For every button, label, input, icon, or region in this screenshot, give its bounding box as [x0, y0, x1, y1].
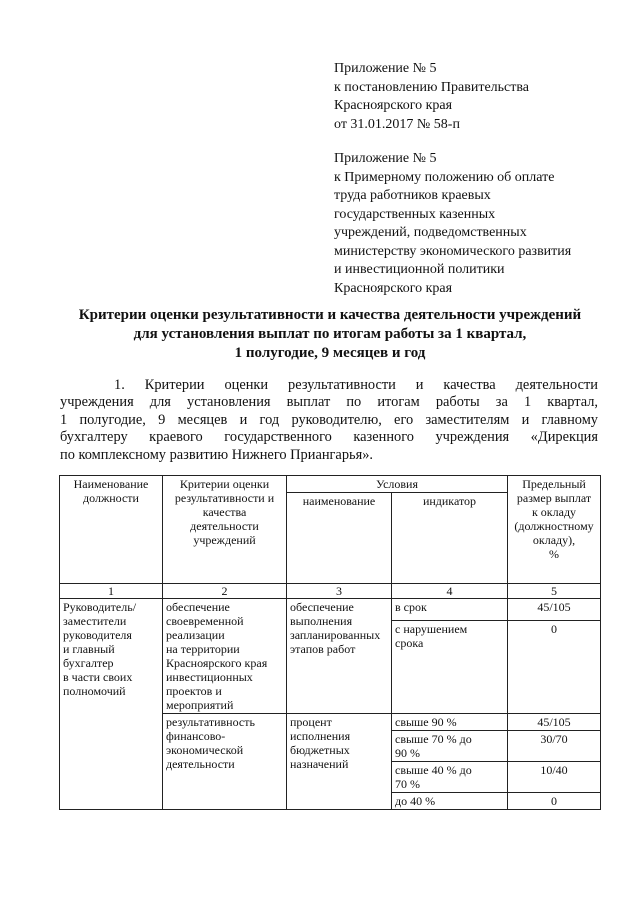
title-line: 1 полугодие, 9 месяцев и год — [234, 345, 426, 361]
appendix-line: министерству экономического развития — [334, 243, 572, 259]
paragraph-line: 1 полугодие, 9 месяцев и год руководителю, его заместителям и главному — [60, 411, 598, 428]
indicator-cell: в срок — [392, 599, 508, 621]
indicator-cell: свыше 70 % до 90 % — [392, 731, 508, 762]
paragraph-line: 1. Критерии оценки результативности и качества деятельности — [114, 377, 598, 393]
indicator-cell: свыше 40 % до 70 % — [392, 762, 508, 793]
appendix-header-resolution — [334, 60, 529, 134]
header-name: наименование — [287, 493, 392, 584]
indicator-cell: свыше 90 % — [392, 714, 508, 731]
paragraph-line: учреждения для установления выплат по итогам работы за 1 квартал, — [60, 394, 598, 411]
title-line: Критерии оценки результативности и качества деятельности учреждений — [78, 307, 582, 323]
column-number: 2 — [163, 584, 287, 599]
criterion-cell: результативность финансово- экономической деятельности — [163, 714, 287, 810]
column-number: 4 — [392, 584, 508, 599]
appendix-line: от 31.01.2017 № 58-п — [334, 116, 460, 132]
position-cell: Руководитель/ заместители руководителя и главный бухгалтер в части своих полномочий — [60, 599, 163, 810]
value-cell: 0 — [508, 793, 601, 810]
indicator-cell: с нарушением срока — [392, 621, 508, 714]
column-number: 5 — [508, 584, 601, 599]
appendix-line: Красноярского края — [334, 280, 453, 296]
value-cell: 0 — [508, 621, 601, 714]
indicator-cell: до 40 % — [392, 793, 508, 810]
criteria-table — [59, 475, 601, 810]
appendix-line: учреждений, подведомственных — [334, 225, 527, 240]
appendix-line: Приложение № 5 — [334, 151, 437, 166]
value-cell: 45/105 — [508, 714, 601, 731]
value-cell: 30/70 — [508, 731, 601, 762]
criterion-cell: обеспечение своевременной реализации на территории Красноярского края инвестиционных проектов и мероприятий — [163, 599, 287, 714]
document-title — [60, 306, 600, 363]
appendix-line: государственных казенных — [334, 206, 496, 222]
appendix-line: Приложение № 5 — [334, 61, 437, 76]
value-cell: 10/40 — [508, 762, 601, 793]
column-number: 3 — [287, 584, 392, 599]
header-conditions: Условия — [287, 476, 508, 493]
appendix-line: к Примерному положению об оплате — [334, 169, 555, 185]
column-number-row — [60, 584, 601, 599]
condition-name-cell: обеспечение выполнения запланированных этапов работ — [287, 599, 392, 714]
appendix-line: к постановлению Правительства — [334, 79, 530, 95]
header-limit: Предельный размер выплат к окладу (должностному окладу), % — [508, 476, 601, 584]
appendix-line: Красноярского края — [334, 98, 453, 113]
header-indicator: индикатор — [392, 493, 508, 584]
paragraph-line: бухгалтеру краевого государственного казенного учреждения «Дирекция — [60, 429, 598, 446]
condition-name-cell: процент исполнения бюджетных назначений — [287, 714, 392, 810]
header-criteria: Критерии оценки результативности и качества деятельности учреждений — [163, 476, 287, 584]
table-row — [60, 599, 601, 621]
value-cell: 45/105 — [508, 599, 601, 621]
appendix-line: и инвестиционной политики — [334, 262, 505, 277]
table-header-row — [60, 476, 601, 493]
title-line: для установления выплат по итогам работы за 1 квартал, — [133, 326, 527, 342]
column-number: 1 — [60, 584, 163, 599]
appendix-line: труда работников краевых — [334, 188, 491, 203]
appendix-header-regulation — [334, 150, 571, 298]
intro-paragraph — [60, 377, 598, 464]
header-position: Наименование должности — [60, 476, 163, 584]
paragraph-line: по комплексному развитию Нижнего Приангарья». — [60, 446, 373, 463]
